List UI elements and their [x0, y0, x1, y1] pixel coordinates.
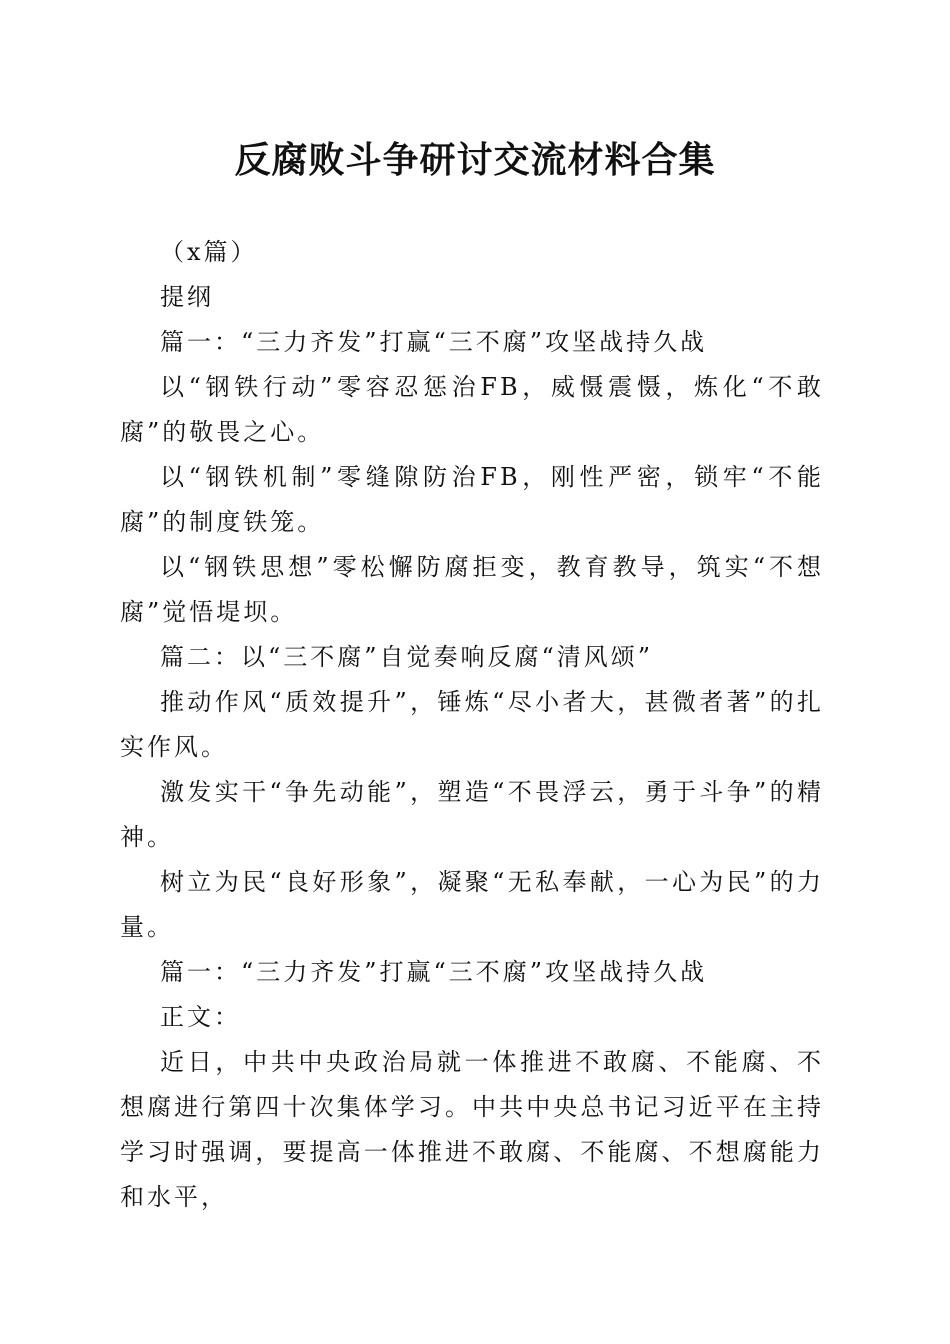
paragraph-part-one-heading: 篇一：“三力齐发”打赢“三不腐”攻坚战持久战 — [160, 328, 708, 356]
paragraph-outline-heading: 提纲 — [160, 283, 214, 311]
paragraph-outline-point-1: 以“钢铁行动”零容忍惩治FB，威慑震慑，炼化“不敢腐”的敬畏之心。 — [120, 373, 824, 446]
paragraph-count-note: （x篇） — [160, 238, 258, 266]
paragraph-outline-point-2: 以“钢铁机制”零缝隙防治FB，刚性严密，锁牢“不能腐”的制度铁笼。 — [120, 463, 824, 536]
paragraph-outline-point-3: 以“钢铁思想”零松懈防腐拒变，教育教导，筑实“不想腐”觉悟堤坝。 — [120, 553, 824, 626]
paragraph-outline-point-5: 激发实干“争先动能”，塑造“不畏浮云，勇于斗争”的精神。 — [120, 778, 824, 851]
document-title: 反腐败斗争研讨交流材料合集 — [234, 139, 716, 181]
paragraph-main-text-body: 近日，中共中央政治局就一体推进不敢腐、不能腐、不想腐进行第四十次集体学习。中共中央总书记习近平在主持学习时强调，要提高一体推进不敢腐、不能腐、不想腐能力和水平， — [120, 1048, 824, 1211]
paragraph-part-two-heading: 篇二：以“三不腐”自觉奏响反腐“清风颂” — [160, 643, 654, 671]
paragraph-main-text-label: 正文： — [160, 1003, 241, 1031]
paragraph-outline-point-4: 推动作风“质效提升”，锤炼“尽小者大，甚微者著”的扎实作风。 — [120, 688, 824, 761]
document-body — [120, 230, 824, 1220]
paragraph-part-one-title-repeat: 篇一：“三力齐发”打赢“三不腐”攻坚战持久战 — [160, 958, 708, 986]
paragraph-outline-point-6: 树立为民“良好形象”，凝聚“无私奉献，一心为民”的力量。 — [120, 868, 824, 941]
